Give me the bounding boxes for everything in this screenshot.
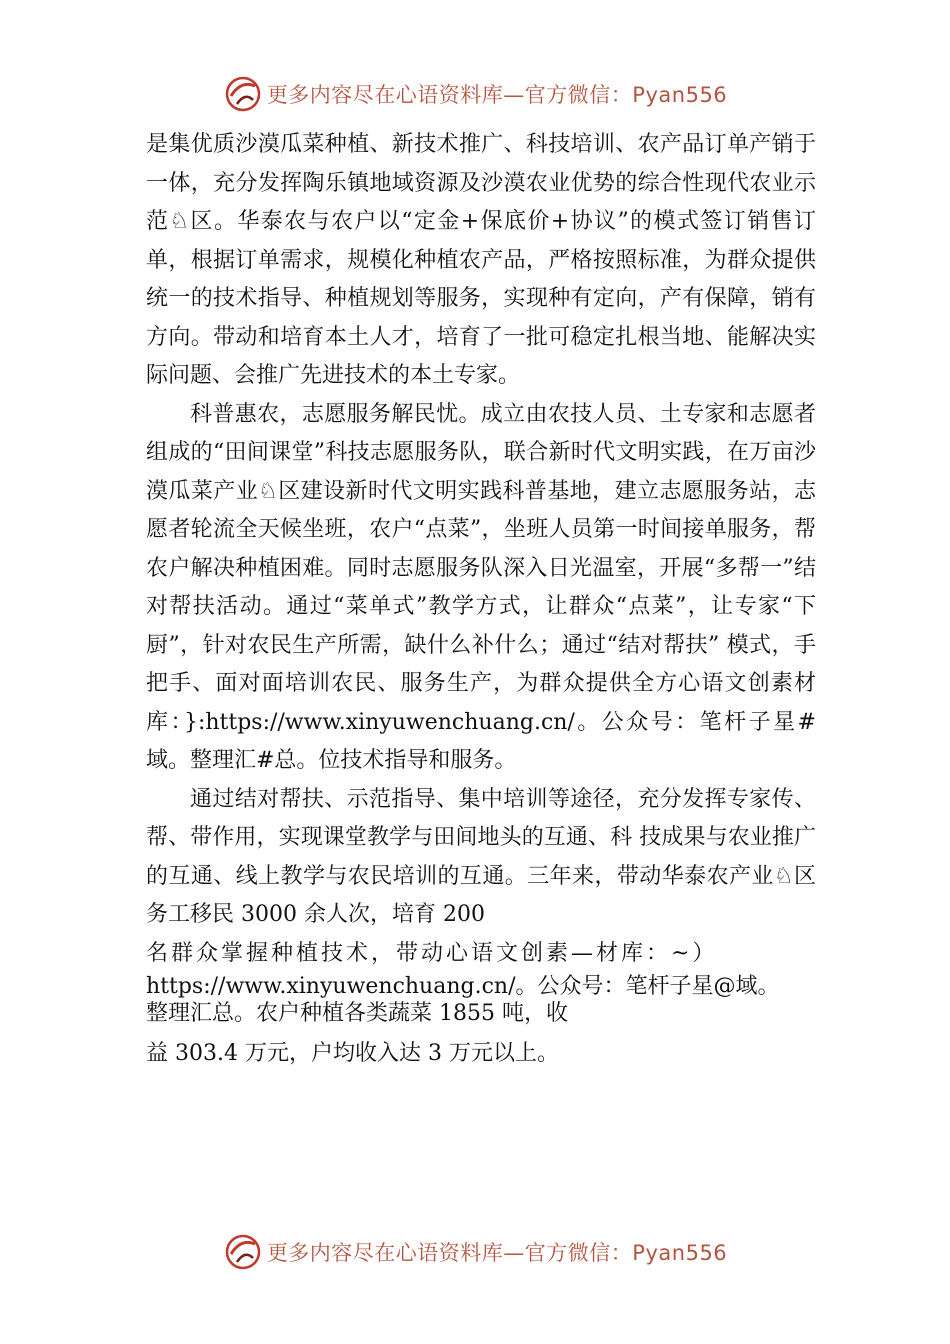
brand-logo-icon (223, 1232, 263, 1272)
compact-line-1: https://www.xinyuwenchuang.cn/。公众号：笔杆子星@域。 (146, 974, 780, 999)
final-line: 益 303.4 万元，户均收入达 3 万元以上。 (146, 1041, 559, 1066)
paragraph-1: 是集优质沙漠瓜菜种植、新技术推广、科技培训、农产品订单产销于一体，充分发挥陶乐镇地域资源及沙漠农业优势的综合性现代农业示范♘区。华泰农与农户以“定金+保底价+协议”的模式签订销售订单，根据订单需求，规模化种植农产品，严格按照标准，为群众提供统一的技术指导、种植规划等服务，实现种有定向，产有保障，销有方向。带动和培育本土人才，培育了一批可稳定扎根当地、能解决实际问题、会推广先进技术的本土专家。 (146, 132, 816, 388)
brand-logo-icon (223, 74, 263, 114)
compact-line-2: 整理汇总。农户种植各类蔬菜 1855 吨，收 (146, 1001, 568, 1026)
paragraph-3: 通过结对帮扶、示范指导、集中培训等途径，充分发挥专家传、帮、带作用，实现课堂教学与田间地头的互通、科 技成果与农业推广的互通、线上教学与农民培训的互通。三年来，带动华泰农产业♘区务工移民 3000 余人次，培育 200 (146, 786, 816, 927)
spaced-line: 名群众掌握种植技术，带动心语文创素—材库：~） (146, 940, 718, 966)
header-banner-text: 更多内容尽在心语资料库—官方微信：Pyan556 (266, 83, 728, 107)
footer-banner-text: 更多内容尽在心语资料库—官方微信：Pyan556 (266, 1241, 728, 1265)
header-banner (0, 74, 950, 114)
paragraph-2: 科普惠农，志愿服务解民忧。成立由农技人员、土专家和志愿者组成的“田间课堂”科技志愿服务队，联合新时代文明实践，在万亩沙漠瓜菜产业♘区建设新时代文明实践科普基地，建立志愿服务站，志愿者轮流全天候坐班，农户“点菜”，坐班人员第一时间接单服务，帮农户解决种植困难。同时志愿服务队深入日光温室，开展“多帮一”结对帮扶活动。通过“菜单式”教学方式，让群众“点菜”，让专家“下厨”，针对农民生产所需，缺什么补什么；通过“结对帮扶” 模式，手把手、面对面培训农民、服务生产，为群众提供全方心语文创素材库：}:https://www.xinyuwenchuang.cn/。公众号：笔杆子星#域。整理汇#总。位技术指导和服务。 (146, 401, 816, 773)
document-body (146, 126, 816, 1074)
footer-banner (0, 1232, 950, 1272)
